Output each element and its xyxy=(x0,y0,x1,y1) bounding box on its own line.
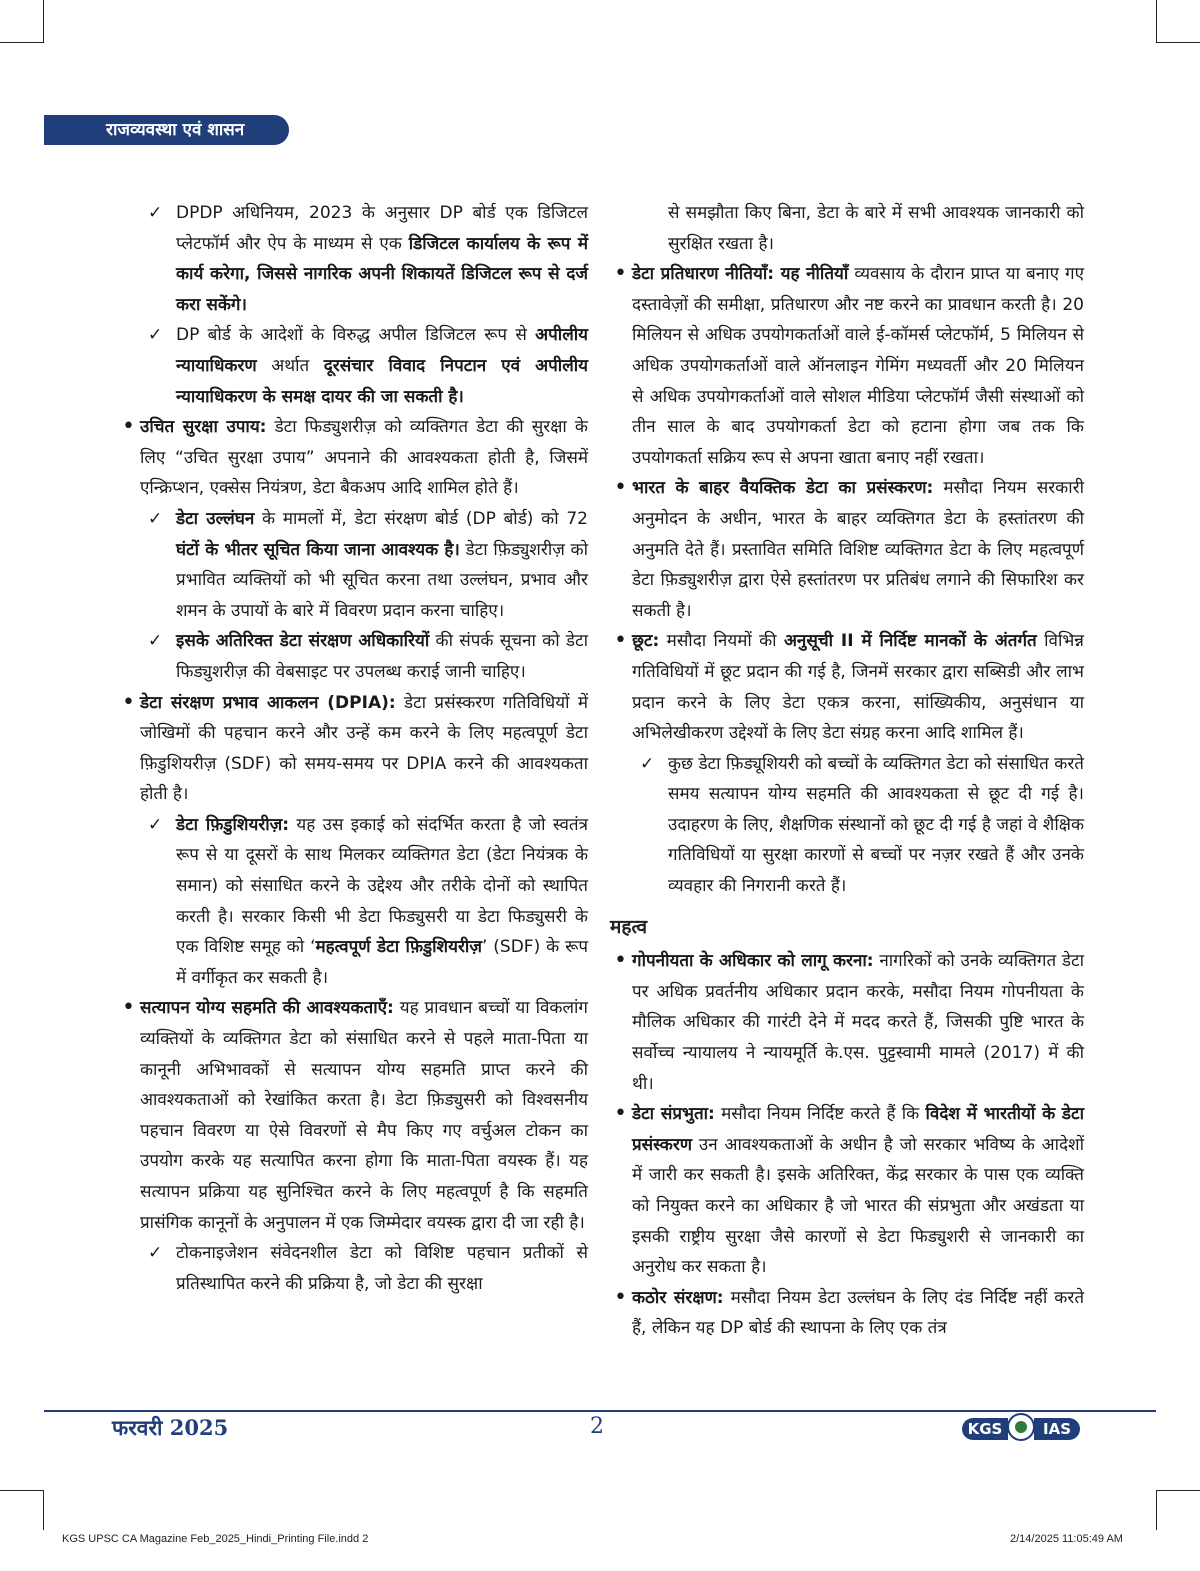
paragraph xyxy=(610,198,1084,259)
body-text: DPDP अधिनियम, 2023 के अनुसार DP बोर्ड एक डिजिटल प्लेटफॉर्म और ऐप के माध्यम से एक xyxy=(176,203,588,254)
body-text: मसौदा नियम निर्दिष्ट करते हैं कि xyxy=(714,1104,926,1125)
body-text: अर्थात xyxy=(256,355,324,376)
bold-text: घंटों के भीतर सूचित किया जाना आवश्यक है। xyxy=(176,539,460,560)
body-text: डेटा फिड्युशरीज़ को व्यक्तिगत डेटा की सुरक्षा के लिए “उचित सुरक्षा उपाय” अपनाने की आवश्यकता होती है, जिसमें एन्क्रिप्शन, एक्सेस नियंत्रण, डेटा बैकअप आदि शामिल होते हैं। xyxy=(140,417,588,499)
right-column-bottom xyxy=(610,946,1084,1344)
bold-text: छूट: xyxy=(632,631,660,652)
bold-text: विदेश में भारतीयों के डेटा प्रसंस्करण xyxy=(632,1104,1084,1155)
check-paragraph xyxy=(610,749,1084,902)
bullet-paragraph xyxy=(610,1099,1084,1283)
footer-month: फरवरी 2025 xyxy=(112,1415,229,1440)
crop-mark xyxy=(43,0,44,42)
body-text: व्यवसाय के दौरान प्राप्त या बनाए गए दस्तावेज़ों की समीक्षा, प्रतिधारण और नष्ट करने का प्रावधान करती है। 20 मिलियन से अधिक उपयोगकर्ताओं वाले ई-कॉमर्स प्लेटफॉर्म, 5 मिलियन से अधिक उपयोगकर्ताओं वाले ऑनलाइन गेमिंग मध्यवर्ती और 20 मिलियन से अधिक उपयोगकर्ताओं वाले सोशल मीडिया प्लेटफॉर्म जैसी संस्थाओं को तीन साल के बाद उपयोगकर्ता डेटा को हटाना होगा जब तक कि उपयोगकर्ता सक्रिय रूप से अपना खाता बनाए नहीं रखता। xyxy=(632,264,1084,468)
bold-text: भारत के बाहर वैयक्तिक डेटा का प्रसंस्करण: xyxy=(632,478,934,499)
crop-mark xyxy=(1156,0,1157,42)
bullet-paragraph xyxy=(118,412,588,504)
bold-text: उचित सुरक्षा उपाय: xyxy=(140,417,267,438)
body-text: टोकनाइजेशन संवेदनशील डेटा को विशिष्ट पहचान प्रतीकों से प्रतिस्थापित करने की प्रक्रिया है, जो डेटा की सुरक्षा xyxy=(176,1243,588,1294)
checkmark-icon: ✓ xyxy=(148,631,163,652)
bold-text: दूरसंचार विवाद निपटान एवं अपीलीय न्यायाधिकरण के समक्ष दायर की जा सकती है। xyxy=(176,355,588,407)
logo-right-text: IAS xyxy=(1034,1418,1080,1440)
body-text: कुछ डेटा फ़िड्यूशियरी को बच्चों के व्यक्तिगत डेटा को संसाधित करते समय सत्यापन योग्य सहमति की आवश्यकता से छूट दी गई है। उदाहरण के लिए, शैक्षणिक संस्थानों को छूट दी गई है जहां वे शैक्षिक गतिविधियों या सुरक्षा कारणों से बच्चों पर नज़र रखते हैं और उनके व्यवहार की निगरानी करते हैं। xyxy=(668,753,1084,897)
bold-text: डेटा संप्रभुता: xyxy=(632,1104,715,1125)
bullet-paragraph xyxy=(610,473,1084,626)
bullet-paragraph xyxy=(610,1283,1084,1344)
check-paragraph xyxy=(118,626,588,687)
body-text: मसौदा नियम सरकारी अनुमोदन के अधीन, भारत के बाहर व्यक्तिगत डेटा के हस्तांतरण की अनुमति देते हैं। प्रस्तावित समिति विशिष्ट व्यक्तिगत डेटा के लिए महत्वपूर्ण डेटा फ़िड्युशरीज़ द्वारा ऐसे हस्तांतरण पर प्रतिबंध लगाने की सिफारिश कर सकती है। xyxy=(632,478,1084,621)
print-file-info: KGS UPSC CA Magazine Feb_2025_Hindi_Printing File.indd 2 xyxy=(62,1533,369,1545)
section-title: राजव्यवस्था एवं शासन xyxy=(44,115,289,145)
checkmark-icon: ✓ xyxy=(148,1243,163,1264)
checkmark-icon: ✓ xyxy=(148,325,163,346)
body-text: डेटा प्रसंस्करण गतिविधियों में जोखिमों की पहचान करने और उन्हें कम करने के लिए महत्वपूर्ण डेटा फ़िडुशियरीज़ (SDF) को समय-समय पर DPIA करने की आवश्यकता होती है। xyxy=(140,692,588,805)
bold-text: महत्वपूर्ण डेटा फ़िडुशियरीज़ xyxy=(315,937,482,958)
kgs-ias-logo xyxy=(962,1418,1080,1440)
body-text: की संपर्क सूचना को डेटा फिड्युशरीज़ की वेबसाइट पर उपलब्ध कराई जानी चाहिए। xyxy=(176,631,588,682)
bold-text: कठोर संरक्षण: xyxy=(632,1287,724,1308)
check-paragraph xyxy=(118,320,588,412)
bullet-paragraph xyxy=(118,993,588,1238)
bold-text: अपीलीय न्यायाधिकरण xyxy=(176,325,588,376)
checkmark-icon: ✓ xyxy=(640,753,655,774)
crop-mark xyxy=(1156,1490,1200,1491)
body-text: डेटा फ़िड्युशरीज़ को प्रभावित व्यक्तियों को भी सूचित करना तथा उल्लंघन, प्रभाव और शमन के उपायों के बारे में विवरण प्रदान करना चाहिए। xyxy=(176,539,588,621)
crop-mark xyxy=(0,1490,44,1491)
body-text: उन आवश्यकताओं के अधीन है जो सरकार भविष्य के आदेशों में जारी कर सकती है। इसके अतिरिक्त, केंद्र सरकार के पास एक व्यक्ति को नियुक्त करने का अधिकार है जो भारत की संप्रभुता और अखंडता या इसकी राष्ट्रीय सुरक्षा जैसे कारणों से डेटा फिड्युशरी से जानकारी का अनुरोध कर सकता है। xyxy=(632,1134,1084,1278)
right-column xyxy=(610,198,1084,1344)
crop-mark xyxy=(1156,42,1200,43)
body-text: मसौदा नियमों की xyxy=(659,631,784,652)
logo-left-text: KGS xyxy=(962,1418,1008,1440)
bold-text: गोपनीयता के अधिकार को लागू करना: xyxy=(632,951,874,972)
bold-text: डेटा फ़िडुशियरीज़: xyxy=(176,814,290,835)
print-timestamp: 2/14/2025 11:05:49 AM xyxy=(1010,1533,1123,1545)
right-column-top xyxy=(610,198,1084,902)
crop-mark xyxy=(0,42,44,43)
bold-text: इसके अतिरिक्त डेटा संरक्षण अधिकारियों xyxy=(176,631,430,652)
section-heading: महत्व xyxy=(610,915,648,938)
bullet-paragraph xyxy=(610,946,1084,1099)
page-number: 2 xyxy=(590,1414,604,1439)
body-text: मसौदा नियम डेटा उल्लंघन के लिए दंड निर्दिष्ट नहीं करते हैं, लेकिन यह DP बोर्ड की स्थापना के लिए एक तंत्र xyxy=(632,1287,1085,1339)
bold-text: डेटा उल्लंघन xyxy=(176,508,255,529)
body-text: नागरिकों को उनके व्यक्तिगत डेटा पर अधिक प्रवर्तनीय अधिकार प्रदान करके, मसौदा नियम गोपनीयता के मौलिक अधिकार की गारंटी देने में मदद करते हैं, जिसकी पुष्टि भारत के सर्वोच्च न्यायालय ने न्यायमूर्ति के.एस. पुट्टस्वामी मामले (2017) में की थी। xyxy=(632,951,1084,1094)
check-paragraph xyxy=(118,1238,588,1299)
footer-divider xyxy=(44,1410,1156,1412)
body-text: यह प्रावधान बच्चों या विकलांग व्यक्तियों के व्यक्तिगत डेटा को संसाधित करने से पहले माता-पिता या कानूनी अभिभावकों से सत्यापन योग्य सहमति प्राप्त करने की आवश्यकताओं को रेखांकित करता है। डेटा फ़िड्युसरी को विश्वसनीय पहचान विवरण या ऐसे विवरणों से मैप किए गए वर्चुअल टोकन का उपयोग करके यह सत्यापित करना होगा कि माता-पिता वयस्क हैं। यह सत्यापन प्रक्रिया यह सुनिश्चित करने के लिए महत्वपूर्ण है कि सहमति प्रासंगिक कानूनों के अनुपालन में एक जिम्मेदार वयस्क द्वारा दी जा रही है। xyxy=(140,998,588,1233)
emblem-icon xyxy=(1007,1413,1035,1441)
bold-text: डिजिटल कार्यालय के रूप में कार्य करेगा, जिससे नागरिक अपनी शिकायतें डिजिटल रूप से दर्ज करा सकेंगे। xyxy=(176,233,588,315)
bullet-paragraph xyxy=(118,688,588,810)
body-text: ’ (SDF) के रूप में वर्गीकृत कर सकती है। xyxy=(176,937,588,988)
body-text: DP बोर्ड के आदेशों के विरुद्ध अपील डिजिटल रूप से xyxy=(176,325,536,346)
bold-text: सत्यापन योग्य सहमति की आवश्यकताएँ: xyxy=(140,998,394,1019)
check-paragraph xyxy=(118,504,588,626)
bold-text: अनुसूची II में निर्दिष्ट मानकों के अंतर्गत xyxy=(783,631,1037,652)
check-paragraph xyxy=(118,198,588,320)
checkmark-icon: ✓ xyxy=(148,203,163,223)
crop-mark xyxy=(1156,1490,1157,1530)
check-paragraph xyxy=(118,810,588,994)
checkmark-icon: ✓ xyxy=(148,814,163,835)
body-text: विभिन्न गतिविधियों में छूट प्रदान की गई है, जिनमें सरकार द्वारा सब्सिडी और लाभ प्रदान करने के लिए डेटा एकत्र करना, सांख्यिकीय, अनुसंधान या अभिलेखीकरण उद्देश्यों के लिए डेटा संग्रह करना आदि शामिल हैं। xyxy=(632,631,1084,744)
checkmark-icon: ✓ xyxy=(148,508,163,529)
body-text: के मामलों में, डेटा संरक्षण बोर्ड (DP बोर्ड) को 72 xyxy=(254,508,588,529)
crop-mark xyxy=(43,1490,44,1530)
bold-text: डेटा संरक्षण प्रभाव आकलन (DPIA): xyxy=(140,692,396,713)
bold-text: डेटा प्रतिधारण नीतियाँ: यह नीतियाँ xyxy=(632,264,849,285)
body-text: से समझौता किए बिना, डेटा के बारे में सभी आवश्यक जानकारी को सुरक्षित रखता है। xyxy=(668,203,1084,254)
bullet-paragraph xyxy=(610,626,1084,748)
bullet-paragraph xyxy=(610,259,1084,473)
left-column xyxy=(118,198,588,1299)
body-text: यह उस इकाई को संदर्भित करता है जो स्वतंत्र रूप से या दूसरों के साथ मिलकर व्यक्तिगत डेटा (डेटा नियंत्रक के समान) को संसाधित करने के उद्देश्य और तरीके दोनों को स्थापित करती है। सरकार किसी भी डेटा फिड्युसरी या डेटा फिड्युसरी के एक विशिष्ट समूह को ‘ xyxy=(176,814,588,958)
